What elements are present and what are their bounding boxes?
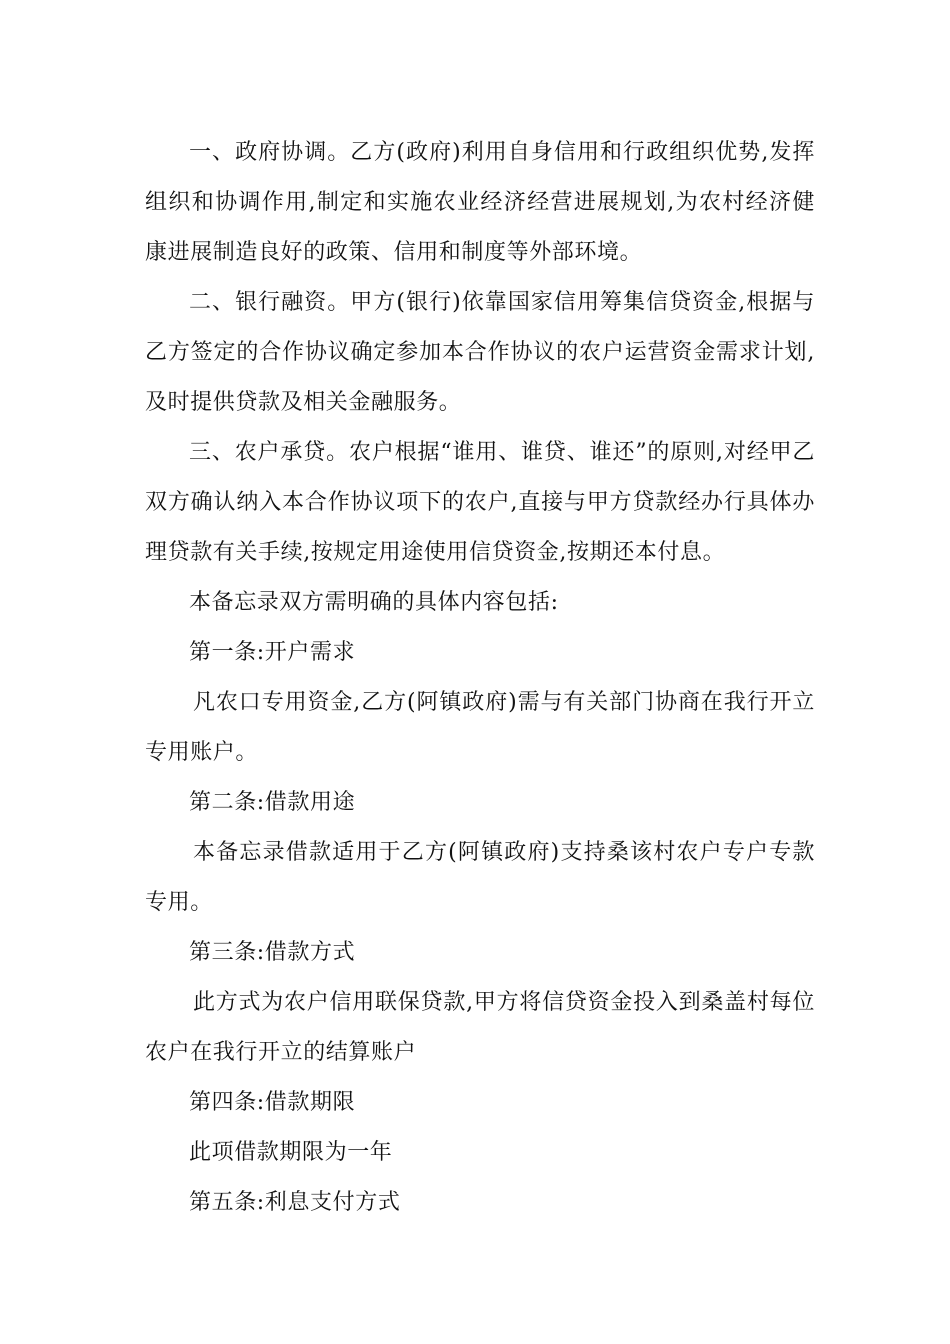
article-4-title: 第四条:借款期限 [189, 1090, 356, 1115]
paragraph-bank-financing: 二、银行融资。甲方(银行)依靠国家信用筹集信贷资金,根据与乙方签定的合作协议确定参加本合作协议的农户运营资金需求计划,及时提供贷款及相关金融服务。 [145, 290, 815, 415]
article-2-title: 第二条:借款用途 [189, 790, 356, 815]
document-page [145, 128, 815, 1228]
article-2-body: 本备忘录借款适用于乙方(阿镇政府)支持桑该村农户专户专款专用。 [145, 840, 815, 915]
paragraph-memo-intro: 本备忘录双方需明确的具体内容包括: [189, 590, 559, 615]
article-4-body: 此项借款期限为一年 [189, 1140, 393, 1165]
article-3-body: 此方式为农户信用联保贷款,甲方将信贷资金投入到桑盖村每位农户在我行开立的结算账户 [145, 990, 815, 1065]
article-5-title: 第五条:利息支付方式 [189, 1190, 401, 1215]
paragraph-farmer-borrowing: 三、农户承贷。农户根据“谁用、谁贷、谁还”的原则,对经甲乙双方确认纳入本合作协议项下的农户,直接与甲方贷款经办行具体办理贷款有关手续,按规定用途使用信贷资金,按期还本付息。 [145, 440, 815, 565]
article-1-title: 第一条:开户需求 [189, 640, 356, 665]
article-1-body: 凡农口专用资金,乙方(阿镇政府)需与有关部门协商在我行开立专用账户。 [145, 690, 815, 765]
paragraph-government-coordination: 一、政府协调。乙方(政府)利用自身信用和行政组织优势,发挥组织和协调作用,制定和实施农业经济经营进展规划,为农村经济健康进展制造良好的政策、信用和制度等外部环境。 [145, 140, 815, 265]
article-3-title: 第三条:借款方式 [189, 940, 356, 965]
